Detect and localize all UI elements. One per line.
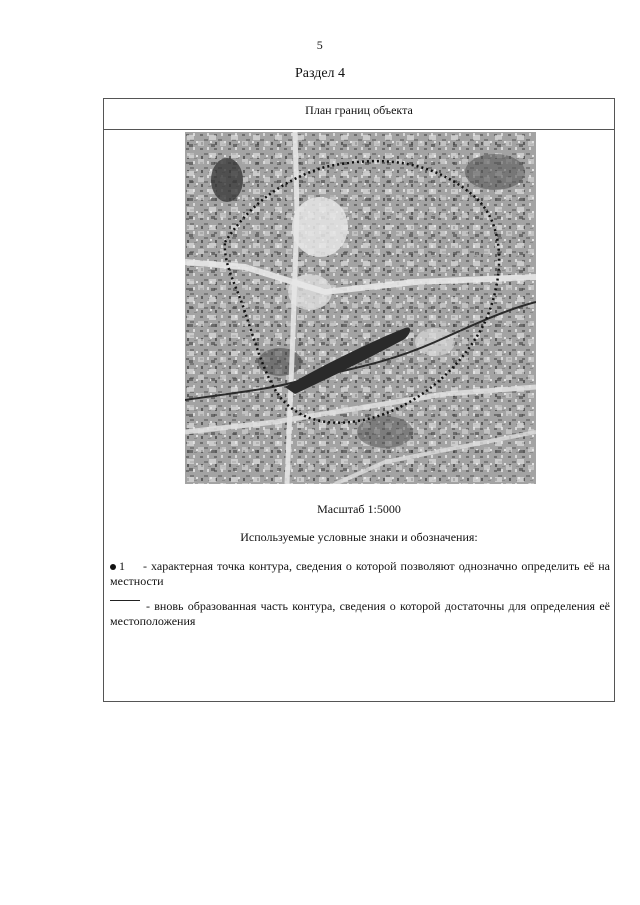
legend-item-line xyxy=(110,599,610,629)
object-boundary-frame xyxy=(103,98,615,702)
page-number: 5 xyxy=(316,38,324,52)
legend-line-text: - вновь образованная часть контура, сведения о которой достаточны для определения её местоположения xyxy=(110,599,610,628)
line-marker-icon xyxy=(110,600,140,601)
point-marker-icon xyxy=(110,564,116,570)
map-scale: Масштаб 1:5000 xyxy=(317,502,401,516)
legend-title: Используемые условные знаки и обозначения: xyxy=(240,530,478,544)
aerial-map xyxy=(185,132,536,484)
aerial-map-image xyxy=(185,132,536,484)
section-title: Раздел 4 xyxy=(294,66,346,81)
legend-item-point xyxy=(110,559,610,589)
legend-point-text: - характерная точка контура, сведения о которой позволяют однозначно определить её на местности xyxy=(110,559,610,588)
point-marker-label: 1 xyxy=(119,559,125,573)
frame-header: План границ объекта xyxy=(104,99,614,130)
